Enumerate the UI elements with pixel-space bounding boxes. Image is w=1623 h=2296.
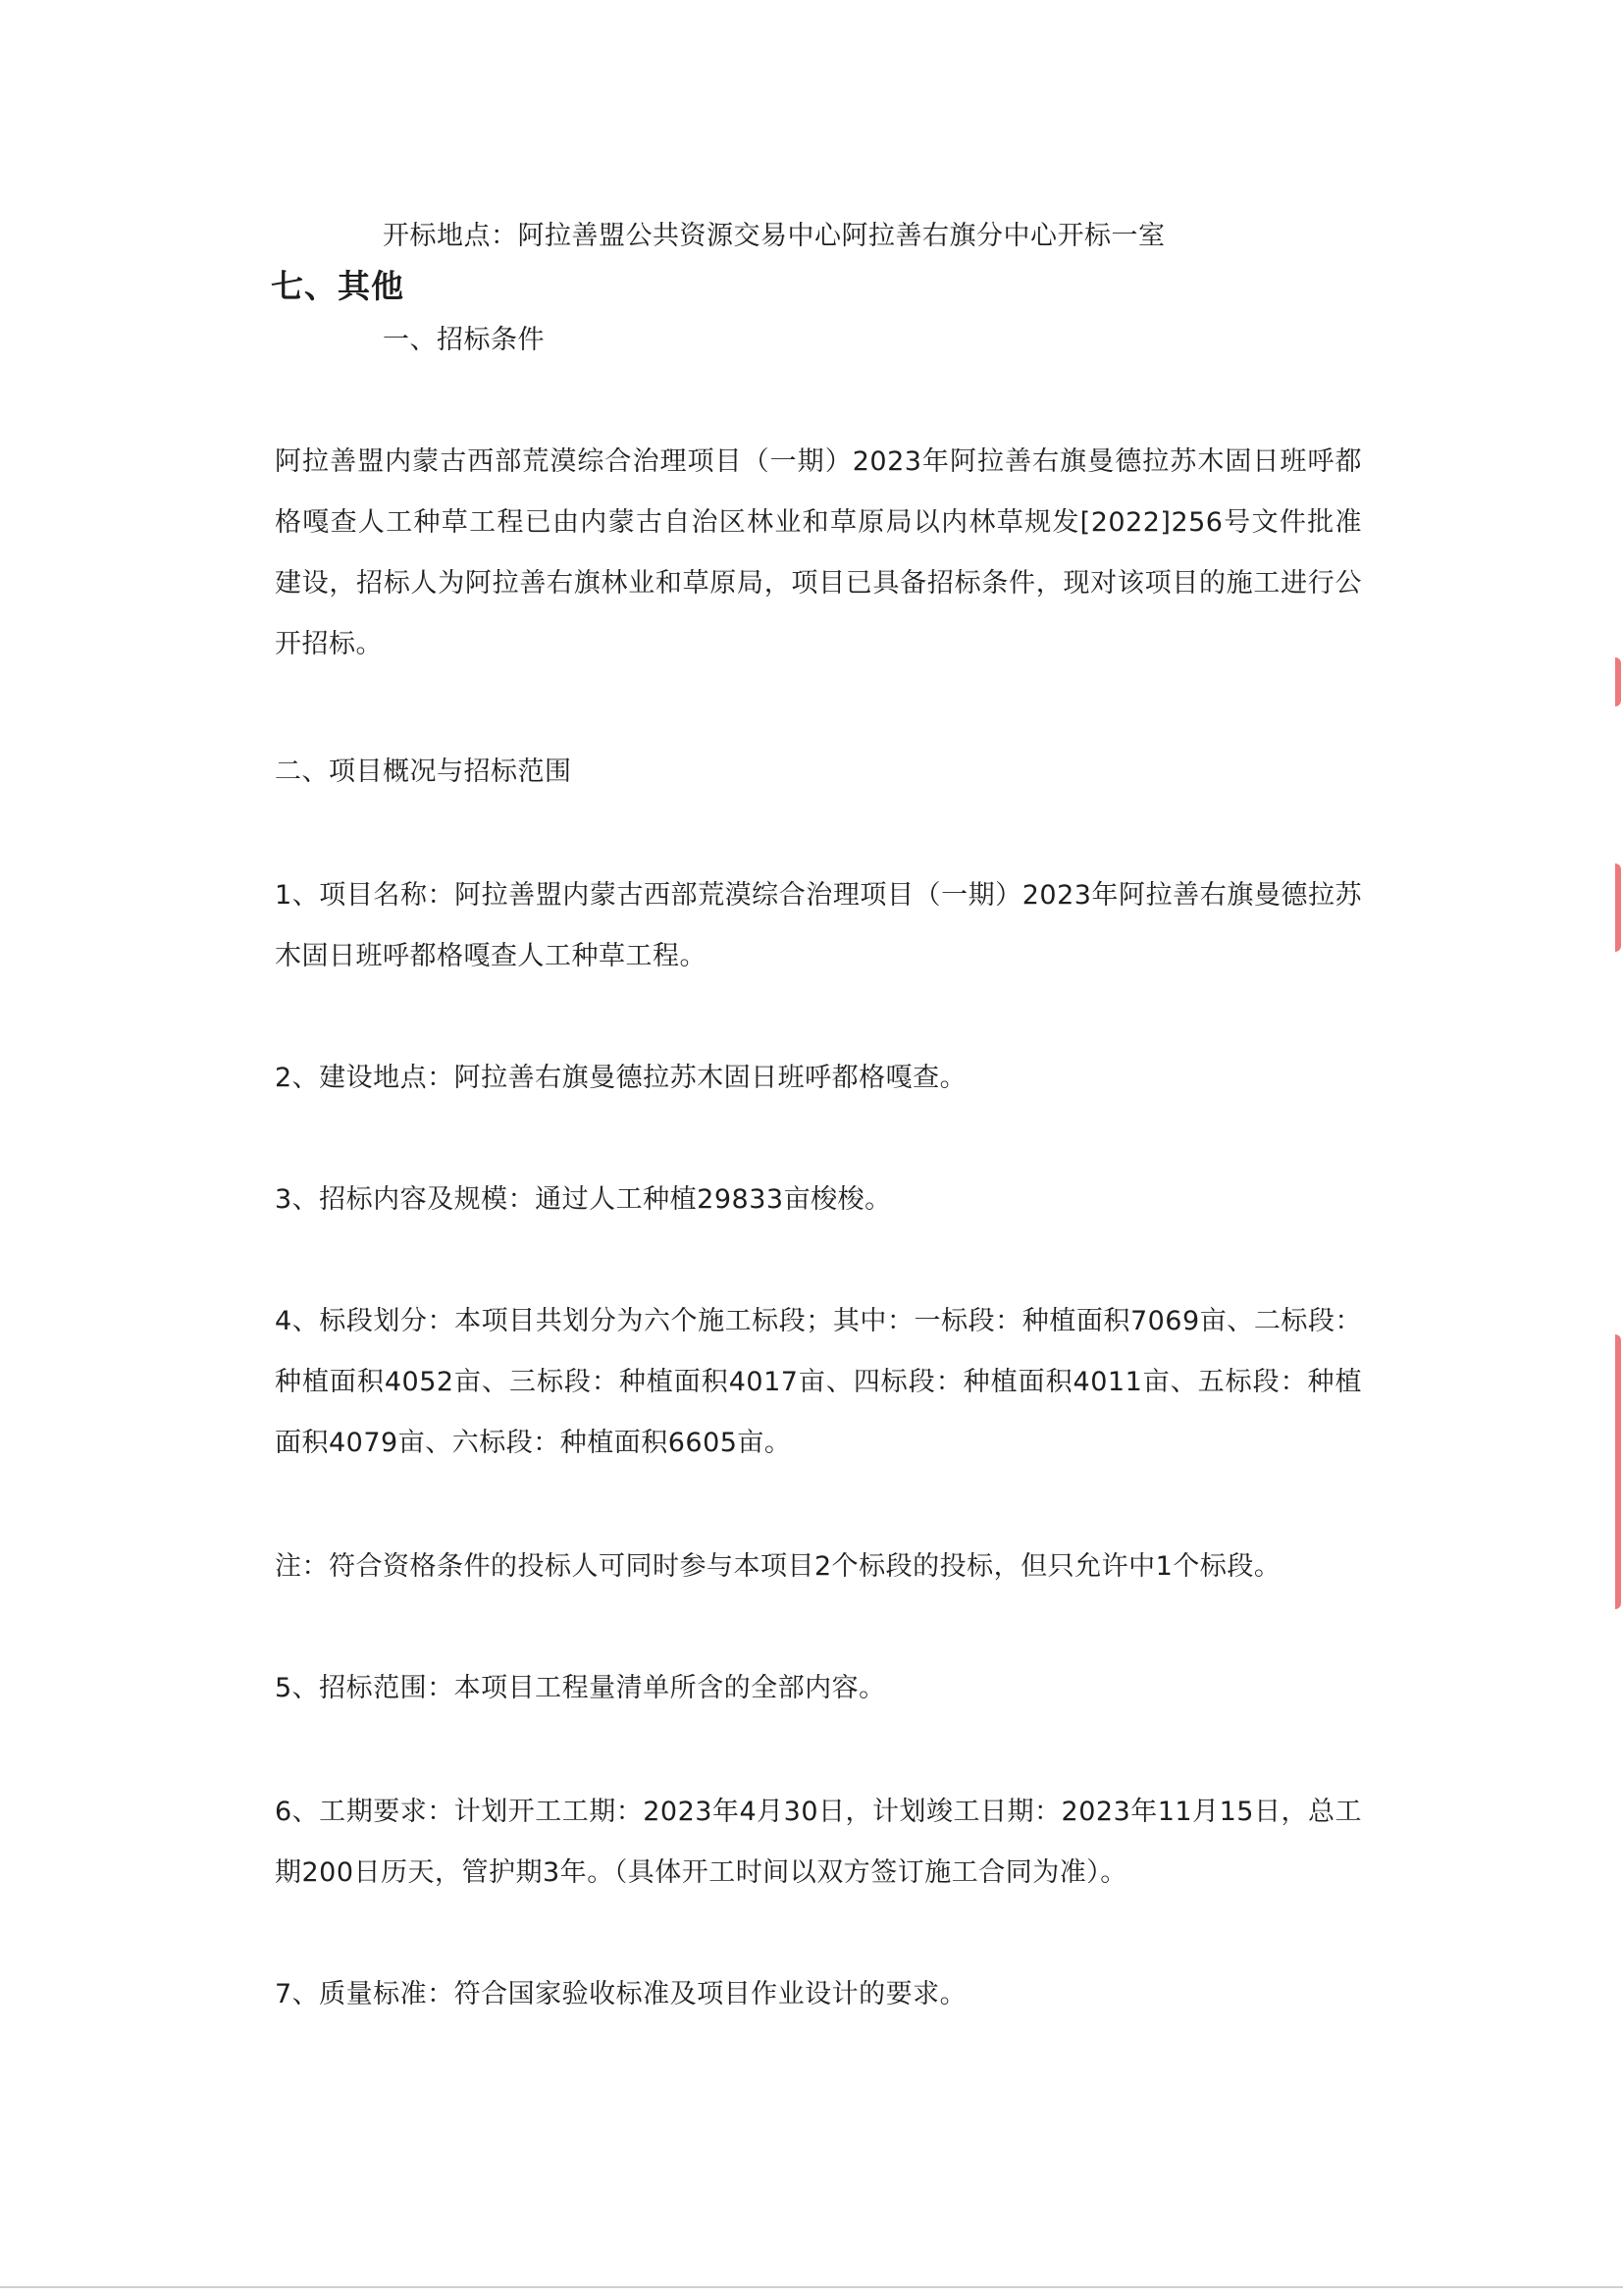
item-note: 注：符合资格条件的投标人可同时参与本项目2个标段的投标，但只允许中1个标段。: [275, 1551, 1282, 1582]
item-scale: 3、招标内容及规模：通过人工种植29833亩梭梭。: [275, 1184, 892, 1215]
subsection-title-1: 一、招标条件: [383, 325, 545, 355]
item-scope: 5、招标范围：本项目工程量清单所含的全部内容。: [275, 1673, 886, 1703]
page-bottom-border: [0, 2286, 1623, 2288]
item-sections: 4、标段划分：本项目共划分为六个施工标段；其中：一标段：种植面积7069亩、二标段：种植面积4052亩、三标段：种植面积4017亩、四标段：种植面积4011亩、五标段：种植面积4079亩、六标段：种植面积6605亩。: [275, 1306, 1362, 1458]
seal-mark: [1594, 1334, 1623, 1619]
item-location: 2、建设地点：阿拉善右旗曼德拉苏木固日班呼都格嘎查。: [275, 1063, 968, 1093]
item-project-name: 1、项目名称：阿拉善盟内蒙古西部荒漠综合治理项目（一期）2023年阿拉善右旗曼德拉苏木固日班呼都格嘎查人工种草工程。: [275, 880, 1362, 971]
paragraph-tender-conditions: 阿拉善盟内蒙古西部荒漠综合治理项目（一期）2023年阿拉善右旗曼德拉苏木固日班呼都格嘎查人工种草工程已由内蒙古自治区林业和草原局以内林草规发[2022]256号文件批准建设，招标人为阿拉善右旗林业和草原局，项目已具备招标条件，现对该项目的施工进行公开招标。: [275, 446, 1362, 659]
seal-mark: [1594, 863, 1623, 962]
item-schedule: 6、工期要求：计划开工工期：2023年4月30日，计划竣工日期：2023年11月15日，总工期200日历天，管护期3年。（具体开工时间以双方签订施工合同为准）。: [275, 1797, 1362, 1888]
opening-location: 开标地点：阿拉善盟公共资源交易中心阿拉善右旗分中心开标一室: [383, 221, 1166, 251]
seal-mark: [1594, 657, 1623, 716]
item-quality: 7、质量标准：符合国家验收标准及项目作业设计的要求。: [275, 1979, 968, 2009]
subsection-title-2: 二、项目概况与招标范围: [275, 757, 572, 787]
section-title: 七、其他: [271, 267, 404, 305]
